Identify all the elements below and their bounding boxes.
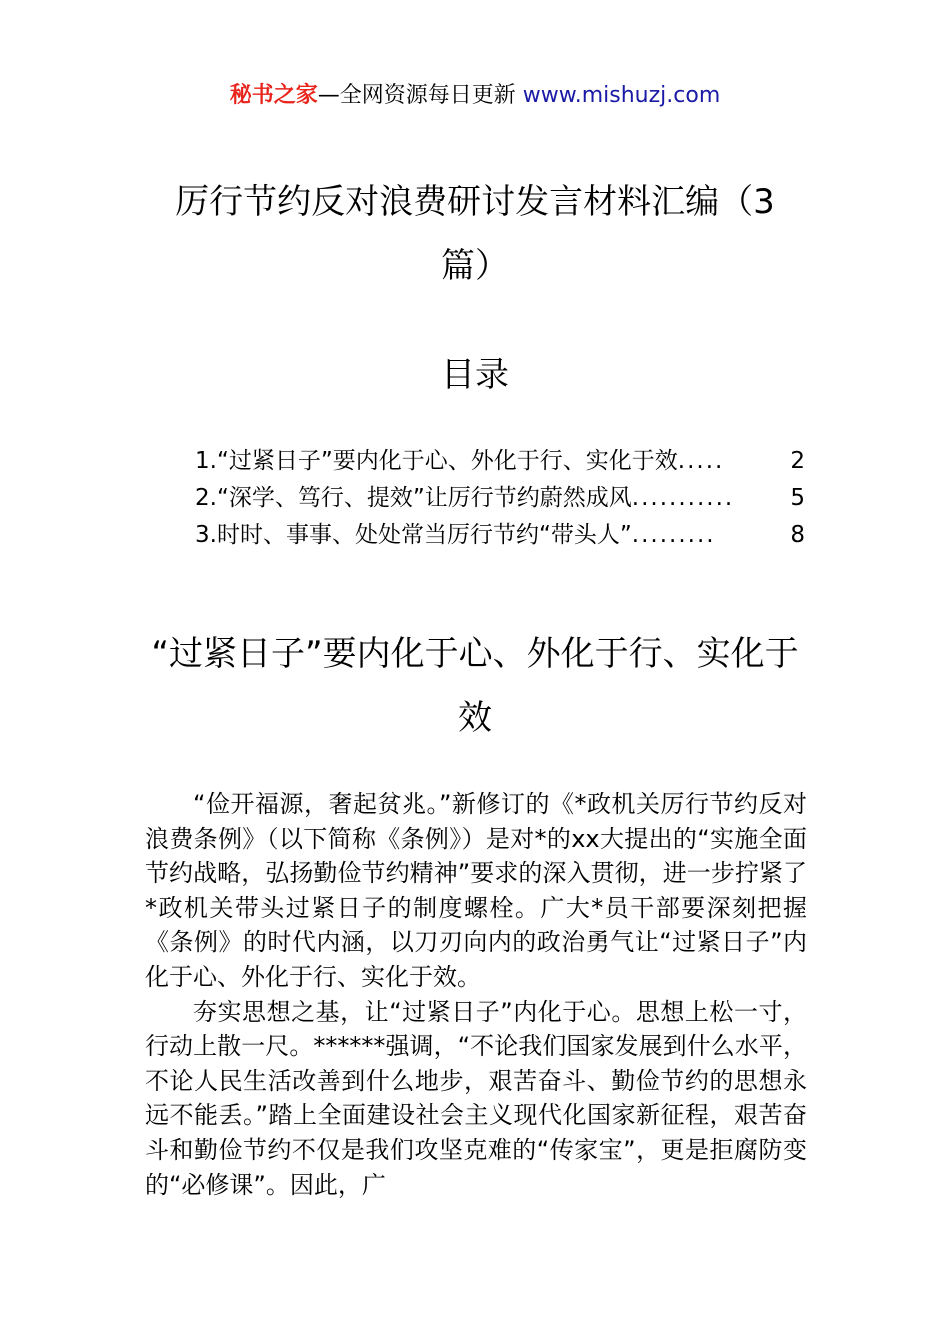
toc-item-label: 2.“深学、笃行、提效”让厉行节约蔚然成风 — [195, 485, 632, 511]
document-title: 厉行节约反对浪费研讨发言材料汇编（3篇） — [175, 182, 775, 286]
body-paragraph: 夯实思想之基，让“过紧日子”内化于心。思想上松一寸，行动上散一尺。******强调，“不论我们国家发展到什么水平，不论人民生活改善到什么地步，艰苦奋斗、勤俭节约的思想永远不能丢。”踏上全面建设社会主义现代化国家新征程，艰苦奋斗和勤俭节约不仅是我们攻坚克难的“传家宝”，更是拒腐防变的“必修课”。因此，广 — [145, 997, 807, 1199]
header-slogan: —全网资源每日更新 — [317, 83, 523, 108]
toc-item-page: 5 — [790, 485, 805, 511]
toc-item[interactable] — [195, 480, 805, 517]
body-paragraph: “俭开福源，奢起贫兆。”新修订的《*政机关厉行节约反对浪费条例》（以下简称《条例》）是对*的xx大提出的“实施全面节约战略，弘扬勤俭节约精神”要求的深入贯彻，进一步拧紧了*政机关带头过紧日子的制度螺栓。广大*员干部要深刻把握《条例》的时代内涵，以刀刃向内的政治勇气让“过紧日子”内化于心、外化于行、实化于效。 — [145, 790, 807, 991]
toc-item-page: 8 — [790, 522, 805, 548]
body-text — [145, 787, 807, 1202]
toc-item[interactable] — [195, 517, 805, 554]
brand-name: 秘书之家 — [229, 83, 318, 108]
table-of-contents — [195, 443, 805, 554]
toc-item[interactable] — [195, 443, 805, 480]
site-header — [0, 78, 950, 114]
toc-item-label: 1.“过紧日子”要内化于心、外化于行、实化于效 — [195, 448, 678, 474]
toc-item-leader: ..... — [677, 448, 725, 474]
toc-item-leader: ......... — [631, 522, 716, 548]
toc-item-page: 2 — [790, 448, 805, 474]
site-url-link[interactable]: www.mishuzj.com — [522, 83, 721, 108]
section-title: “过紧日子”要内化于心、外化于行、实化于效 — [151, 634, 799, 738]
toc-item-label: 3.时时、事事、处处常当厉行节约“带头人” — [195, 522, 632, 548]
toc-item-leader: ........... — [631, 485, 735, 511]
toc-heading: 目录 — [441, 355, 509, 395]
